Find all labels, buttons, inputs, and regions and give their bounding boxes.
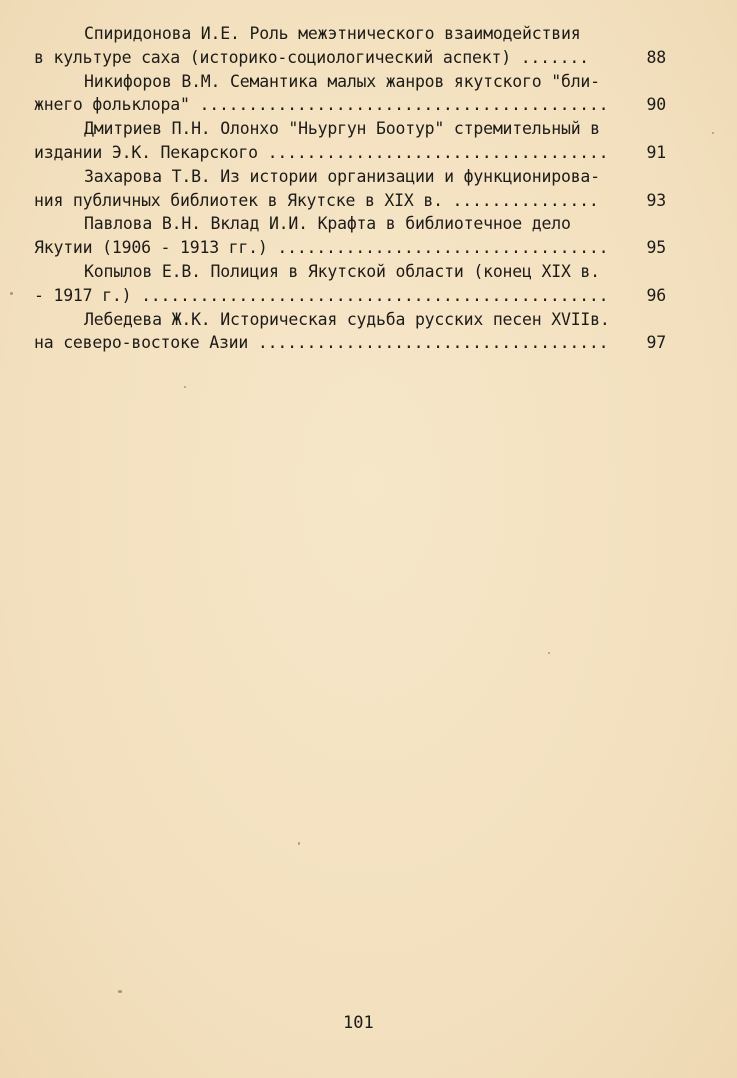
toc-entry <box>34 22 674 70</box>
entry-line-1: Никифоров В.М. Семантика малых жанров якутского "бли- <box>84 71 600 91</box>
entry-page-number: 88 <box>646 47 666 67</box>
entry-text: ния публичных библиотек в Якутске в XIX в. ............... <box>34 190 599 210</box>
entry-line-1: Лебедева Ж.К. Историческая судьба русских песен XVIIв. <box>84 309 610 329</box>
entry-page-number: 96 <box>646 285 666 305</box>
entry-line-2 <box>34 284 674 308</box>
entry-text: - 1917 г.) ................................................ <box>34 285 609 305</box>
entry-line-2 <box>34 93 674 117</box>
entry-line-1: Спиридонова И.Е. Роль межэтнического взаимодействия <box>84 24 581 43</box>
toc-entry <box>34 70 674 118</box>
toc-entry <box>34 260 674 308</box>
entry-line-2 <box>34 189 674 213</box>
entry-page-number: 91 <box>646 142 666 162</box>
entry-page-number: 90 <box>646 95 666 115</box>
entry-line-1: Копылов Е.В. Полиция в Якутской области (конец XIX в. <box>84 261 600 281</box>
toc-entry <box>34 165 674 213</box>
paper-speck <box>118 990 122 993</box>
entry-line-1: Захарова Т.В. Из истории организации и функционирова- <box>84 166 600 186</box>
entry-line-2 <box>34 236 674 260</box>
paper-speck <box>548 652 550 654</box>
entry-text: на северо-востоке Азии .................................... <box>34 333 609 353</box>
entry-text: издании Э.К. Пекарского ................................... <box>34 142 609 162</box>
entry-page-number: 97 <box>646 333 666 353</box>
entry-text: в культуре саха (историко-социологический аспект) ....... <box>34 47 589 67</box>
toc-entry <box>34 308 674 356</box>
paper-speck <box>184 386 186 388</box>
table-of-contents <box>34 22 674 355</box>
entry-page-number: 93 <box>646 190 666 210</box>
paper-speck <box>10 292 13 295</box>
paper-speck <box>298 842 300 845</box>
toc-entry <box>34 212 674 260</box>
entry-text: жнего фольклора" .......................................... <box>34 95 609 115</box>
toc-entry <box>34 117 674 165</box>
page-number: 101 <box>343 1013 374 1033</box>
paper-speck <box>712 132 714 134</box>
entry-line-2 <box>34 141 674 165</box>
entry-line-1: Павлова В.Н. Вклад И.И. Крафта в библиотечное дело <box>84 214 571 234</box>
entry-text: Якутии (1906 - 1913 гг.) .................................. <box>34 238 609 258</box>
entry-line-1: Дмитриев П.Н. Олонхо "Ньургун Боотур" стремительный в <box>84 119 600 139</box>
entry-line-2 <box>34 331 674 355</box>
entry-page-number: 95 <box>646 238 666 258</box>
entry-line-2 <box>34 46 674 70</box>
